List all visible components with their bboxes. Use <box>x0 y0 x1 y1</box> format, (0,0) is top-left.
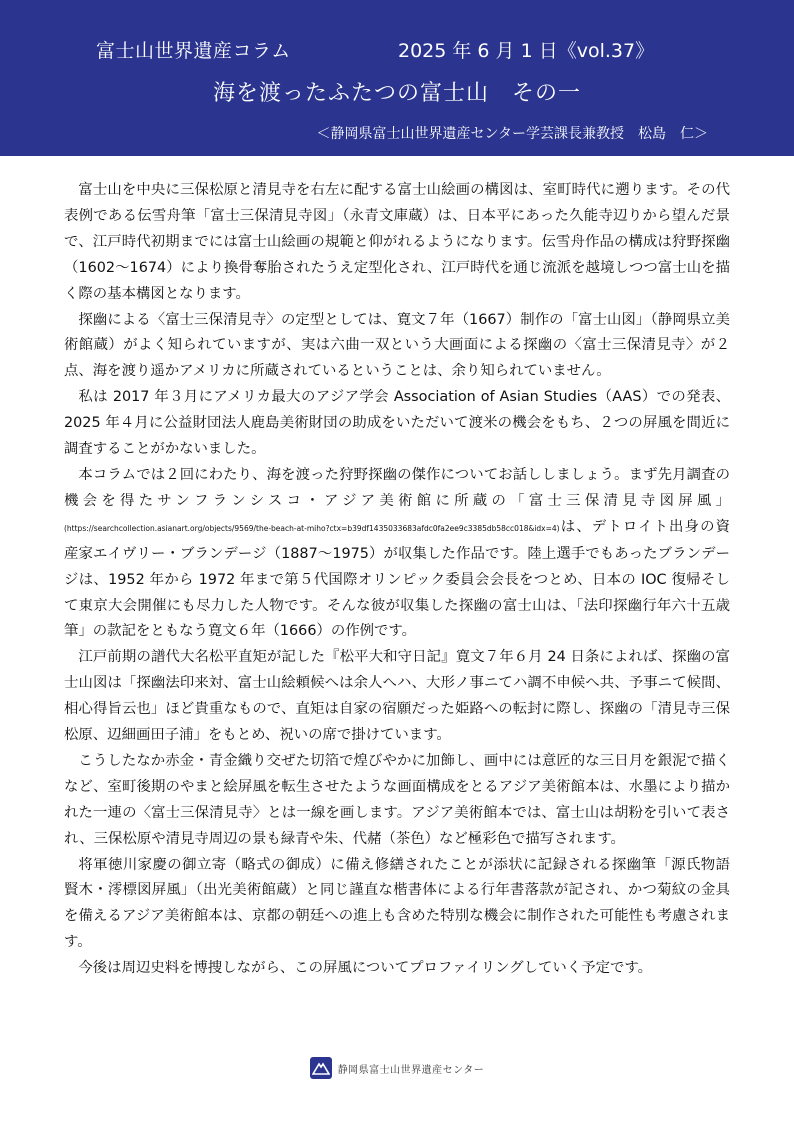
mountain-logo-icon <box>310 1057 332 1079</box>
paragraph-4-part-b: は、デトロイト出身の資産家エイヴリー・ブランデージ（1887～1975）が収集した作品です。陸上選手でもあったブランデージは、1952 年から 1972 年まで第５代国際オリンピック委員会会長をつとめ、日本の IOC 復帰そして東京大会開催にも尽力した人物です。そんな彼が収集した探幽の富士山は、「法印探幽行年六十五歳筆」の款記をともなう寛文６年（1666）の作例です。 <box>64 518 730 640</box>
paragraph-3: 私は 2017 年３月にアメリカ最大のアジア学会 Association of Asian Studies（AAS）での発表、2025 年４月に公益財団法人鹿島美術財団の助成をいただいて渡米の機会をもち、２つの屏風を間近に調査することがかないました。 <box>64 389 730 458</box>
paragraph-4-part-a: 本コラムでは２回にわたり、海を渡った狩野探幽の傑作についてお話ししましょう。まず先月調査の機会を得たサンフランシスコ・アジア美術館に所蔵の「富士三保清見寺図屏風」 <box>64 466 730 509</box>
paragraph-5: 江戸前期の譜代大名松平直矩が記した『松平大和守日記』寛文７年６月 24 日条によれば、探幽の富士山図は「探幽法印来対、富士山絵頼候へは余人へハ、大形ノ事ニてハ調不申候へ共、予事ニて候間、相心得旨云也」ほど貴重なもので、直矩は自家の宿願だった姫路への転封に際し、探幽の「清見寺三保松原、辺細画田子浦」をもとめ、祝いの席で掛けています。 <box>64 649 730 744</box>
footer <box>0 1057 794 1079</box>
paragraph-6: こうしたなか赤金・青金織り交ぜた切箔で煌びやかに加飾し、画中には意匠的な三日月を銀泥で描くなど、室町後期のやまと絵屏風を転生させたような画面構成をとるアジア美術館本は、水墨により描かれた一連の〈富士三保清見寺〉とは一線を画します。アジア美術館本では、富士山は胡粉を引いて表され、三保松原や清見寺周辺の景も緑青や朱、代赭（茶色）など極彩色で描写されます。 <box>64 752 730 847</box>
author-credit: ＜静岡県富士山世界遺産センター学芸課長兼教授 松島 仁＞ <box>316 126 708 142</box>
page-title: 海を渡ったふたつの富士山 その一 <box>212 81 581 106</box>
header-banner <box>0 0 794 156</box>
column-series-title: 富士山世界遺産コラム <box>96 40 291 62</box>
paragraph-1: 富士山を中央に三保松原と清見寺を右左に配する富士山絵画の構図は、室町時代に遡ります。その代表例である伝雪舟筆「富士三保清見寺図」（永青文庫蔵）は、日本平にあった久能寺辺りから望んだ景で、江戸時代初期までには富士山絵画の規範と仰がれるようになります。伝雪舟作品の構成は狩野探幽（1602～1674）により換骨奪胎されたうえ定型化され、江戸時代を通じ流派を越境しつつ富士山を描く際の基本構図となります。 <box>64 182 730 302</box>
paragraph-4 <box>64 463 730 645</box>
paragraph-2: 探幽による〈富士三保清見寺〉の定型としては、寛文７年（1667）制作の「富士山図」（静岡県立美術館蔵）がよく知られていますが、実は六曲一双という大画面による探幽の〈富士三保清見寺〉が２点、海を渡り遥かアメリカに所蔵されているということは、余り知られていません。 <box>64 311 730 380</box>
paragraph-8: 今後は周辺史料を博捜しながら、この屏風についてプロファイリングしていく予定です。 <box>78 960 653 977</box>
paragraph-7: 将軍徳川家慶の御立寄（略式の御成）に備え修繕されたことが添状に記録される探幽筆「源氏物語 賢木・澪標図屏風」（出光美術館蔵）と同じ謹直な楷書体による行年書落款が記され、かつ菊紋の金具を備えるアジア美術館本は、京都の朝廷への進上も含めた特別な機会に制作された可能性も考慮されます。 <box>64 856 745 951</box>
issue-date: 2025 年 6 月 1 日《vol.37》 <box>398 40 655 62</box>
collection-link[interactable]: (https://searchcollection.asianart.org/objects/9569/the-beach-at-miho?ctx=b39df1435033683afdc0fa2ee9c3385db58cc018&idx=4) <box>64 523 560 533</box>
article-body <box>64 178 745 982</box>
footer-organization: 静岡県富士山世界遺産センター <box>337 1064 485 1076</box>
